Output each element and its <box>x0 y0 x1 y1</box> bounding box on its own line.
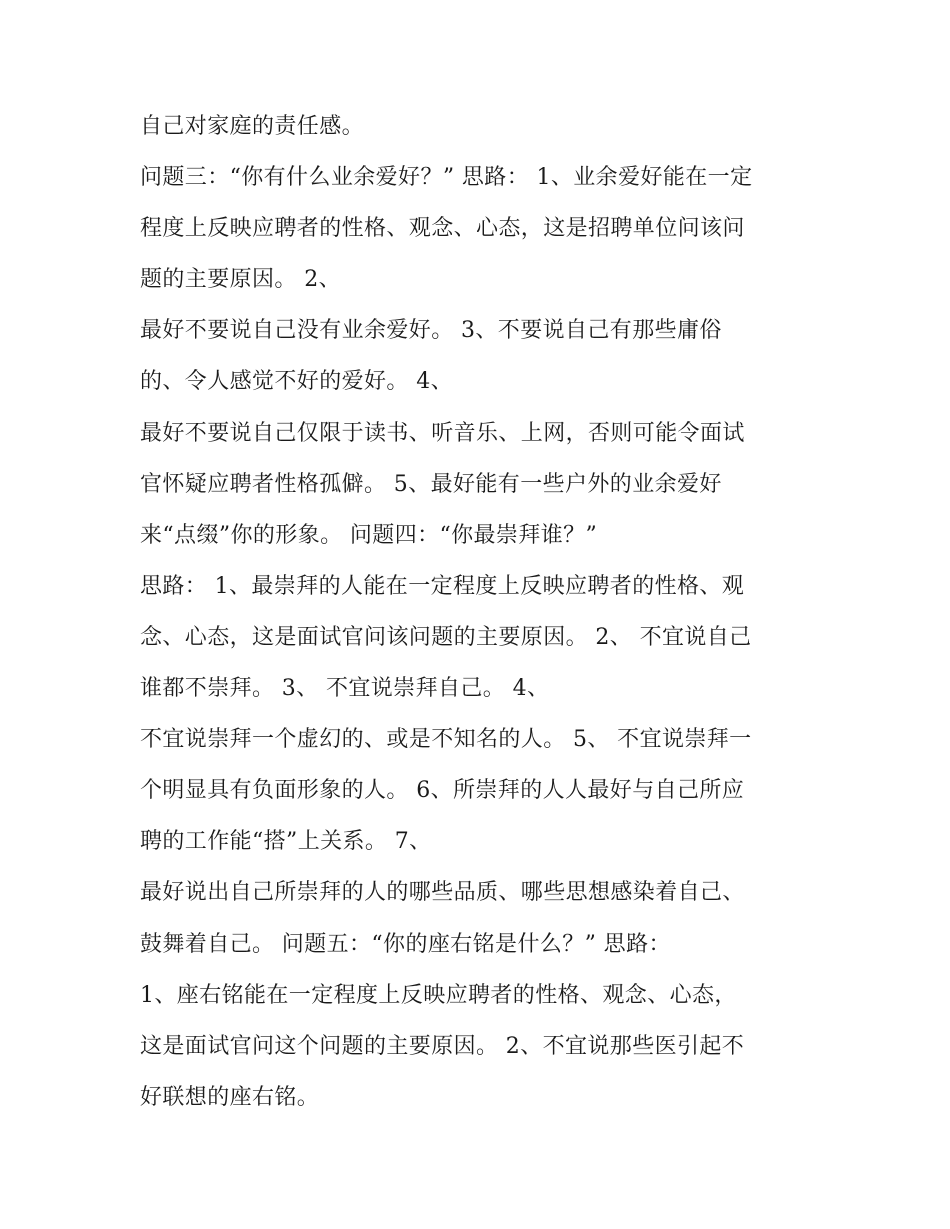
text-line: 来“点缀”你的形象。 问题四：“你最崇拜谁？” <box>140 522 598 548</box>
text-line: 个明显具有负面形象的人。 6、所崇拜的人人最好与自己所应 <box>140 778 745 804</box>
text-line: 1、座右铭能在一定程度上反映应聘者的性格、观念、心态， <box>140 982 737 1008</box>
text-line: 念、心态，这是面试官问该问题的主要原因。 2、 不宜说自己 <box>140 624 752 650</box>
text-line: 这是面试官问这个问题的主要原因。 2、不宜说那些医引起不 <box>140 1033 745 1059</box>
text-line: 思路： 1、最崇拜的人能在一定程度上反映应聘者的性格、观 <box>140 573 745 599</box>
text-line: 程度上反映应聘者的性格、观念、心态，这是招聘单位问该问 <box>140 216 745 242</box>
text-line: 问题三：“你有什么业余爱好？” 思路： 1、业余爱好能在一定 <box>140 165 753 191</box>
text-line: 聘的工作能“搭”上关系。 7、 <box>140 829 432 855</box>
text-line: 鼓舞着自己。 问题五：“你的座右铭是什么？” 思路： <box>140 931 671 957</box>
text-line: 自己对家庭的责任感。 <box>140 114 365 139</box>
text-line: 好联想的座右铭。 <box>140 1084 320 1110</box>
text-line: 官怀疑应聘者性格孤僻。 5、最好能有一些户外的业余爱好 <box>140 471 722 497</box>
text-line: 最好不要说自己没有业余爱好。 3、不要说自己有那些庸俗 <box>140 318 722 344</box>
text-line: 题的主要原因。 2、 <box>140 267 341 293</box>
text-line: 最好不要说自己仅限于读书、听音乐、上网，否则可能令面试 <box>140 420 745 446</box>
text-line: 最好说出自己所崇拜的人的哪些品质、哪些思想感染着自己、 <box>140 880 745 906</box>
text-line: 的、令人感觉不好的爱好。 4、 <box>140 369 453 395</box>
body-text <box>140 107 840 1129</box>
text-line: 不宜说崇拜一个虚幻的、或是不知名的人。 5、 不宜说崇拜一 <box>140 727 752 753</box>
text-line: 谁都不崇拜。 3、 不宜说崇拜自己。 4、 <box>140 676 550 702</box>
